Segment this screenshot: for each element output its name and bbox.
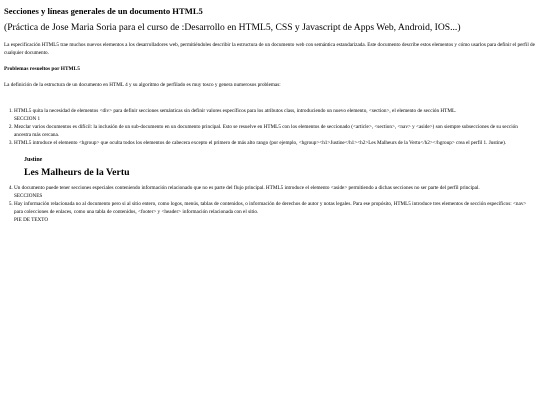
- problems-heading: Problemas resueltos por HTML5: [4, 66, 80, 72]
- list-item-text: HTML5 introduce el elemento <hgroup> que oculta todos los elementos de cabecera excepto el primero de más alto rango (por ejemplo, <hgroup><h1>Justine</h1><h2>Les Malheurs de la Vertu</h2></hgroup> crea el perfil 1. Justine).: [14, 140, 507, 146]
- list-item: [14, 107, 536, 123]
- justine-heading: Justine: [24, 157, 43, 163]
- malheurs-heading: Les Malheurs de la Vertu: [24, 167, 130, 178]
- intro-paragraph: La especificación HTML5 trae muchos nuevos elementos a los desarrolladores web, permitiéndoles describir la estructura de un documento web con semántica estandarizada. Este documento describe estos elementos y cómo usarlos para definir el perfil de cualquier documento.: [4, 42, 535, 56]
- list-item-text: Hay información relacionada no al documento pero si al sitio entero, como logos, menús, tablas de contenidos, o información de derechos de autor y notas legales. Para ese propósito, HTML5 introduce tres elementos de sección específicos: <nav> para colecciones de enlaces, como una tabla de contenidos, <footer> y <header> información relacionada con el sitio.: [14, 201, 527, 215]
- problems-intro-paragraph: La definición de la estructura de un documento en HTML 4 y su algoritmo de perfilado es muy tosco y genera numerosos problemas:: [4, 82, 281, 88]
- list-item: [14, 184, 536, 200]
- list-item: [14, 139, 536, 177]
- pie-de-texto-label: PIE DE TEXTO: [14, 217, 49, 223]
- list-item: [14, 123, 536, 139]
- page-title: Secciones y líneas generales de un documento HTML5: [4, 6, 203, 16]
- page-subtitle: (Práctica de Jose Maria Soria para el curso de :Desarrollo en HTML5, CSS y Javascript de Apps Web, Android, IOS...): [4, 22, 461, 33]
- problems-list: [4, 107, 536, 224]
- seccion-1-label: SECCION 1: [14, 116, 41, 122]
- list-item: [14, 200, 536, 224]
- secciones-label: SECCIONES: [14, 193, 43, 199]
- list-item-text: Mezclar varios documentos es difícil: la inclusión de un sub-documento en un documento principal. Esto se resuelve en HTML5 con los elementos de seccionado (<article>, <section>, <nav> y <aside>) son siempre subsecciones de su sección ancestra más cercana.: [14, 124, 518, 138]
- list-item-text: Un documento puede tener secciones especiales conteniendo información relacionado que no es parte del flujo principal. HTML5 introduce el elemento <aside> permitiendo a dichas secciones no ser parte del perfil principal.: [14, 185, 480, 191]
- list-item-text: HTML5 quita la necesidad de elementos <div> para definir secciones semánticas sin definir valores específicos para los atributos class, introduciendo un nuevo elemento, <section>, el elemento de sección HTML.: [14, 108, 457, 114]
